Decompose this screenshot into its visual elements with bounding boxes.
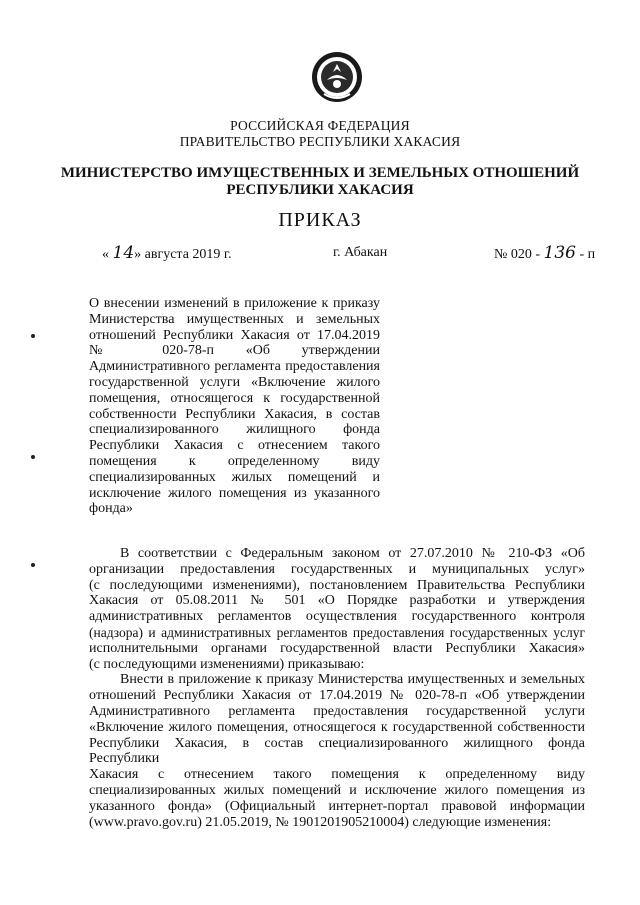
subject-line: помещения к определенному виду xyxy=(89,453,380,469)
order-subject xyxy=(89,296,380,517)
scan-mark xyxy=(31,563,35,567)
country-name: РОССИЙСКАЯ ФЕДЕРАЦИЯ xyxy=(230,118,410,133)
document-type: ПРИКАЗ xyxy=(278,209,362,231)
scan-mark xyxy=(31,334,35,338)
date-day-handwritten: 14 xyxy=(112,243,135,263)
government-name: ПРАВИТЕЛЬСТВО РЕСПУБЛИКИ ХАКАСИЯ xyxy=(179,134,461,149)
ministry-name-line1: МИНИСТЕРСТВО ИМУЩЕСТВЕННЫХ И ЗЕМЕЛЬНЫХ ОТНОШЕНИЙ xyxy=(60,165,580,181)
body-line: «Включение жилого помещения, относящегося к государственной собственности xyxy=(89,719,585,735)
scan-mark xyxy=(31,455,35,459)
ministry-name-line2: РЕСПУБЛИКИ ХАКАСИЯ xyxy=(226,182,414,198)
subject-line: помещения, относящегося к государственной xyxy=(89,390,380,406)
paragraph-legal-basis xyxy=(89,546,585,672)
body-line: Хакасия от 05.08.2011 № 501 «О Порядке разработки и утверждения xyxy=(89,593,585,609)
body-line: исполнительными органами государственной власти Республики Хакасия» xyxy=(89,640,585,656)
body-line: Хакасия с отнесением такого помещения к определенному виду xyxy=(89,767,585,783)
body-line: Административного регламента предоставления государственной услуги xyxy=(89,703,585,719)
subject-line: Республики Хакасия с отнесением такого xyxy=(89,438,380,454)
body-line: (www.pravo.gov.ru) 21.05.2019, № 1901201905210004) следующие изменения: xyxy=(89,814,552,830)
body-line: организации предоставления государственных и муниципальных услуг» xyxy=(89,561,585,577)
subject-line: собственности Республики Хакасия, в состав xyxy=(89,406,380,422)
body-line: Республики Хакасия, в состав специализированного жилищного фонда Республики xyxy=(89,735,585,767)
subject-line: исключение жилого помещения из указанного xyxy=(89,485,380,501)
subject-line: № 020-78-п «Об утверждении xyxy=(89,343,380,359)
order-number: № 020 - 136 - п xyxy=(494,243,596,263)
body-line: указанного фонда» (Официальный интернет-портал правовой информации xyxy=(89,798,585,814)
subject-line: государственной услуги «Включение жилого xyxy=(89,374,380,390)
body-line: специализированных жилых помещений и исключение жилого помещения из xyxy=(89,782,585,798)
body-line: (надзора) и административных регламентов предоставления государственных услуг xyxy=(89,624,585,640)
subject-line: специализированных жилых помещений и xyxy=(89,469,380,485)
order-city: г. Абакан xyxy=(333,245,388,260)
order-body xyxy=(89,546,585,830)
subject-line: О внесении изменений в приложение к приказу xyxy=(89,296,380,311)
body-line: Внести в приложение к приказу Министерства имущественных и земельных xyxy=(120,672,585,688)
subject-line: Административного регламента предоставления xyxy=(89,359,380,375)
body-line: административных регламентов осуществления государственного контроля xyxy=(89,609,585,625)
body-line: (с последующими изменениями), постановлением Правительства Республики xyxy=(89,577,585,593)
subject-line: отношений Республики Хакасия от 17.04.2019 xyxy=(89,327,380,343)
number-handwritten: 136 xyxy=(543,243,576,263)
subject-line: Министерства имущественных и земельных xyxy=(89,311,380,327)
subject-line: специализированного жилищного фонда xyxy=(89,422,380,438)
paragraph-order xyxy=(89,672,585,830)
body-line: (с последующими изменениями) приказываю: xyxy=(89,656,365,672)
body-line: отношений Республики Хакасия от 17.04.2019 № 020-78-п «Об утверждении xyxy=(89,688,585,704)
republic-emblem-icon xyxy=(310,50,364,104)
order-date: « 14» августа 2019 г. xyxy=(102,243,232,263)
body-line: В соответствии с Федеральным законом от 27.07.2010 № 210-ФЗ «Об xyxy=(120,546,585,561)
subject-line: фонда» xyxy=(89,501,133,517)
